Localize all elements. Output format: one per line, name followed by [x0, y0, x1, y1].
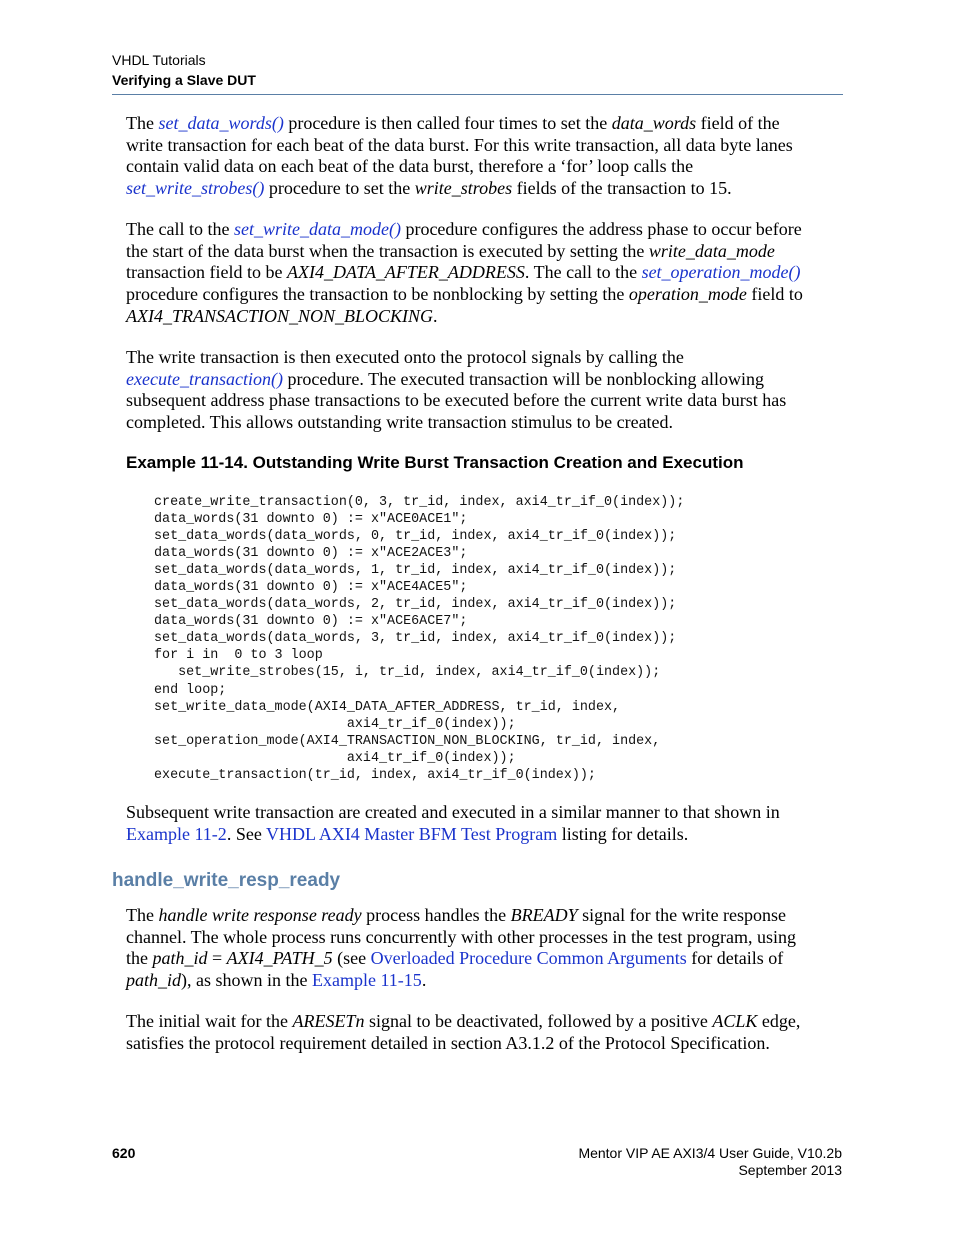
footer-date: September 2013	[738, 1162, 842, 1178]
text-line	[126, 369, 842, 391]
text: (see	[332, 948, 371, 969]
text-line	[126, 970, 842, 992]
paragraph-initial-wait	[126, 1011, 842, 1054]
text: signal to be deactivated, followed by a positive	[364, 1011, 713, 1031]
emphasis: AXI4_PATH_5	[226, 948, 333, 969]
text: procedure to set the	[264, 178, 415, 199]
paragraph-set-data-words	[126, 113, 842, 200]
emphasis: BREADY	[510, 905, 578, 925]
paragraph-subsequent	[126, 802, 842, 845]
text: fields of the transaction to 15.	[512, 178, 732, 199]
emphasis: operation_mode	[628, 284, 747, 305]
code-line: data_words(31 downto 0) := x"ACE0ACE1";	[154, 512, 468, 528]
paragraph-execute-transaction	[126, 347, 842, 434]
text: for details of	[686, 948, 784, 969]
code-line: set_write_data_mode(AXI4_DATA_AFTER_ADDRESS, tr_id, index,	[154, 699, 621, 715]
link-vhdl-master-bfm-test-program[interactable]: VHDL AXI4 Master BFM Test Program	[265, 823, 558, 844]
text: The initial wait for the	[126, 1011, 293, 1031]
text: ), as shown in the	[181, 970, 312, 991]
code-line: set_write_strobes(15, i, tr_id, index, axi4_tr_if_0(index));	[154, 665, 661, 681]
code-line: set_data_words(data_words, 2, tr_id, index, axi4_tr_if_0(index));	[154, 597, 677, 613]
text: The	[126, 113, 159, 133]
running-header-section: VHDL Tutorials	[112, 52, 206, 68]
page-number: 620	[112, 1145, 136, 1161]
text: procedure. The executed transaction will be nonblocking allowing	[282, 368, 764, 389]
text-line	[126, 1011, 842, 1033]
link-set-operation-mode[interactable]: set_operation_mode()	[641, 262, 801, 283]
emphasis: AXI4_TRANSACTION_NON_BLOCKING	[126, 305, 434, 326]
text: edge,	[757, 1011, 801, 1031]
emphasis: write_data_mode	[648, 240, 775, 261]
text: signal for the write response	[577, 905, 787, 925]
code-listing	[154, 494, 684, 784]
code-line: create_write_transaction(0, 3, tr_id, index, axi4_tr_if_0(index));	[154, 495, 685, 510]
footer-guide-title: Mentor VIP AE AXI3/4 User Guide, V10.2b	[578, 1145, 842, 1161]
text: procedure is then called four times to set the	[283, 113, 612, 133]
header-rule	[112, 94, 843, 95]
text-line: contain valid data on each beat of the data burst, therefore a ‘for’ loop calls the	[126, 156, 694, 177]
text: the start of the data burst when the transaction is executed by setting the	[126, 240, 649, 261]
text-line: channel. The whole process runs concurrently with other processes in the test program, using	[126, 926, 796, 947]
text-line	[126, 905, 842, 927]
emphasis: ARESETn	[292, 1011, 365, 1031]
emphasis: path_id	[126, 970, 182, 991]
link-set-write-data-mode[interactable]: set_write_data_mode()	[233, 219, 401, 239]
code-line: axi4_tr_if_0(index));	[154, 716, 516, 732]
link-overloaded-procedure-common-arguments[interactable]: Overloaded Procedure Common Arguments	[370, 948, 687, 969]
code-line: for i in 0 to 3 loop	[154, 648, 323, 664]
text: The call to the	[126, 219, 234, 239]
text: process handles the	[361, 905, 511, 925]
text: procedure configures the transaction to be nonblocking by setting the	[126, 284, 629, 305]
emphasis: AXI4_DATA_AFTER_ADDRESS	[286, 262, 525, 283]
link-set-write-strobes[interactable]: set_write_strobes()	[126, 178, 265, 199]
text: . See	[226, 823, 266, 844]
emphasis: write_strobes	[414, 178, 513, 199]
code-line: set_data_words(data_words, 1, tr_id, index, axi4_tr_if_0(index));	[154, 563, 677, 579]
code-line: data_words(31 downto 0) := x"ACE6ACE7";	[154, 614, 468, 630]
text: field to	[746, 284, 803, 305]
code-line: axi4_tr_if_0(index));	[154, 750, 516, 766]
text-line	[126, 306, 842, 328]
link-example-11-15[interactable]: Example 11-15	[312, 970, 422, 991]
link-execute-transaction[interactable]: execute_transaction()	[126, 368, 283, 389]
emphasis: handle write response ready	[158, 905, 362, 925]
text-line	[126, 178, 842, 200]
code-line: set_data_words(data_words, 0, tr_id, index, axi4_tr_if_0(index));	[154, 529, 677, 545]
text: . The call to the	[524, 262, 642, 283]
code-line: set_data_words(data_words, 3, tr_id, index, axi4_tr_if_0(index));	[154, 631, 677, 647]
text: .	[433, 305, 438, 326]
paragraph-write-data-mode	[126, 219, 842, 328]
text-line	[126, 241, 842, 263]
code-line: data_words(31 downto 0) := x"ACE4ACE5";	[154, 580, 468, 596]
paragraph-handle-write-resp-ready	[126, 905, 842, 992]
text: The	[126, 905, 159, 925]
text-line: subsequent address phase transactions to be executed before the current write data burst has	[126, 390, 787, 411]
link-set-data-words[interactable]: set_data_words()	[158, 113, 284, 133]
text: field of the	[696, 113, 780, 133]
emphasis: ACLK	[712, 1011, 758, 1031]
text: .	[421, 970, 427, 991]
text-line: write transaction for each beat of the data burst. For this write transaction, all data byte lanes	[126, 134, 793, 155]
text-line: The write transaction is then executed onto the protocol signals by calling the	[126, 347, 684, 367]
text-line	[126, 948, 842, 970]
link-example-11-2[interactable]: Example 11-2	[126, 823, 227, 844]
emphasis: data_words	[611, 113, 697, 133]
text-line	[126, 262, 842, 284]
text-line	[126, 824, 842, 846]
running-header-subsection: Verifying a Slave DUT	[112, 72, 256, 88]
text: =	[207, 948, 227, 969]
text: the	[126, 948, 153, 969]
code-line: execute_transaction(tr_id, index, axi4_tr_if_0(index));	[154, 767, 596, 783]
text-line	[126, 284, 842, 306]
text: listing for details.	[557, 823, 689, 844]
emphasis: path_id	[152, 948, 208, 969]
code-line: set_operation_mode(AXI4_TRANSACTION_NON_BLOCKING, tr_id, index,	[154, 733, 661, 749]
text-line	[126, 219, 842, 241]
text-line: satisfies the protocol requirement detailed in section A3.1.2 of the Protocol Specification.	[126, 1032, 770, 1053]
text: transaction field to be	[126, 262, 287, 283]
text-line: completed. This allows outstanding write transaction stimulus to be created.	[126, 412, 674, 433]
code-line: end loop;	[154, 682, 227, 698]
section-heading: handle_write_resp_ready	[112, 870, 341, 891]
example-title: Example 11-14. Outstanding Write Burst Transaction Creation and Execution	[126, 453, 744, 472]
text: procedure configures the address phase to occur before	[400, 219, 802, 239]
text-line: Subsequent write transaction are created and executed in a similar manner to that shown in	[126, 802, 780, 822]
text-line	[126, 113, 842, 135]
code-line: data_words(31 downto 0) := x"ACE2ACE3";	[154, 546, 468, 562]
